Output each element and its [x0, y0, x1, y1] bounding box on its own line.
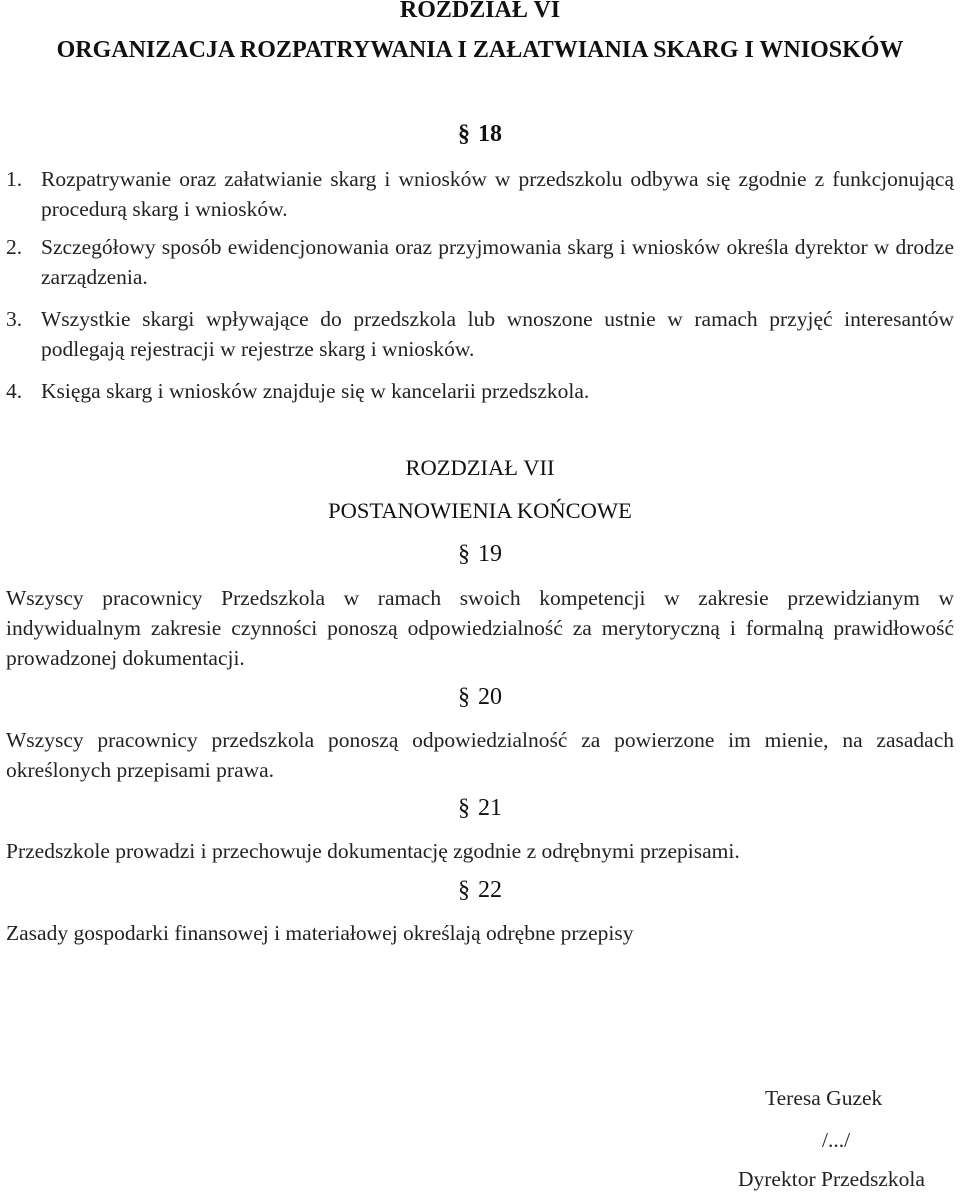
section-symbol: §	[458, 684, 470, 710]
list-item-text: Wszystkie skargi wpływające do przedszkola lub wnoszone ustnie w ramach przyjęć interesantów podlegają rejestracji w rejestrze skarg i wniosków.	[41, 307, 954, 361]
chapter-vii-heading: ROZDZIAŁ VII	[405, 455, 555, 480]
section-18-heading	[0, 121, 960, 148]
section-symbol: §	[458, 877, 470, 903]
list-item-number: 1.	[6, 167, 23, 191]
chapter-vii-title: POSTANOWIENIA KOŃCOWE	[328, 498, 632, 523]
section-20-heading	[0, 684, 960, 711]
chapter-vi-heading: ROZDZIAŁ VI	[399, 0, 561, 23]
list-item-text: Szczegółowy sposób ewidencjonowania oraz przyjmowania skarg i wniosków określa dyrektor w drodze zarządzenia.	[41, 235, 954, 289]
section-20-text: Wszyscy pracownicy przedszkola ponoszą odpowiedzialność za powierzone im mienie, na zasadach określonych przepisami prawa.	[6, 728, 954, 782]
section-21-heading	[0, 795, 960, 822]
section-number: 22	[478, 877, 502, 903]
section-21-text: Przedszkole prowadzi i przechowuje dokumentację zgodnie z odrębnymi przepisami.	[6, 839, 740, 863]
signature-name: Teresa Guzek	[765, 1086, 883, 1110]
signature-mark: /.../	[822, 1128, 851, 1152]
section-symbol: §	[458, 795, 470, 821]
section-symbol: §	[458, 121, 470, 147]
list-item-text: Księga skarg i wniosków znajduje się w kancelarii przedszkola.	[41, 379, 590, 403]
list-item	[6, 164, 954, 224]
section-19-text: Wszyscy pracownicy Przedszkola w ramach swoich kompetencji w zakresie przewidzianym w indywidualnym zakresie czynności ponoszą odpowiedzialność za merytoryczną i formalną prawidłowość prowadzonej dokumentacji.	[6, 586, 954, 670]
list-item	[6, 376, 954, 406]
list-item-text: Rozpatrywanie oraz załatwianie skarg i wniosków w przedszkolu odbywa się zgodnie z funkcjonującą procedurą skarg i wniosków.	[41, 167, 954, 221]
section-22-heading	[0, 877, 960, 904]
signature-role: Dyrektor Przedszkola	[738, 1167, 925, 1191]
section-number: 18	[478, 121, 502, 147]
list-item	[6, 232, 954, 292]
chapter-vi-title: ORGANIZACJA ROZPATRYWANIA I ZAŁATWIANIA SKARG I WNIOSKÓW	[56, 37, 904, 63]
list-item-number: 2.	[6, 235, 23, 259]
section-22-text: Zasady gospodarki finansowej i materiałowej określają odrębne przepisy	[6, 921, 634, 945]
section-19-heading	[0, 541, 960, 568]
section-symbol: §	[458, 541, 470, 567]
list-item	[6, 304, 954, 364]
section-number: 19	[478, 541, 502, 567]
list-item-number: 3.	[6, 307, 23, 331]
section-number: 21	[478, 795, 502, 821]
section-number: 20	[478, 684, 502, 710]
list-item-number: 4.	[6, 379, 23, 403]
